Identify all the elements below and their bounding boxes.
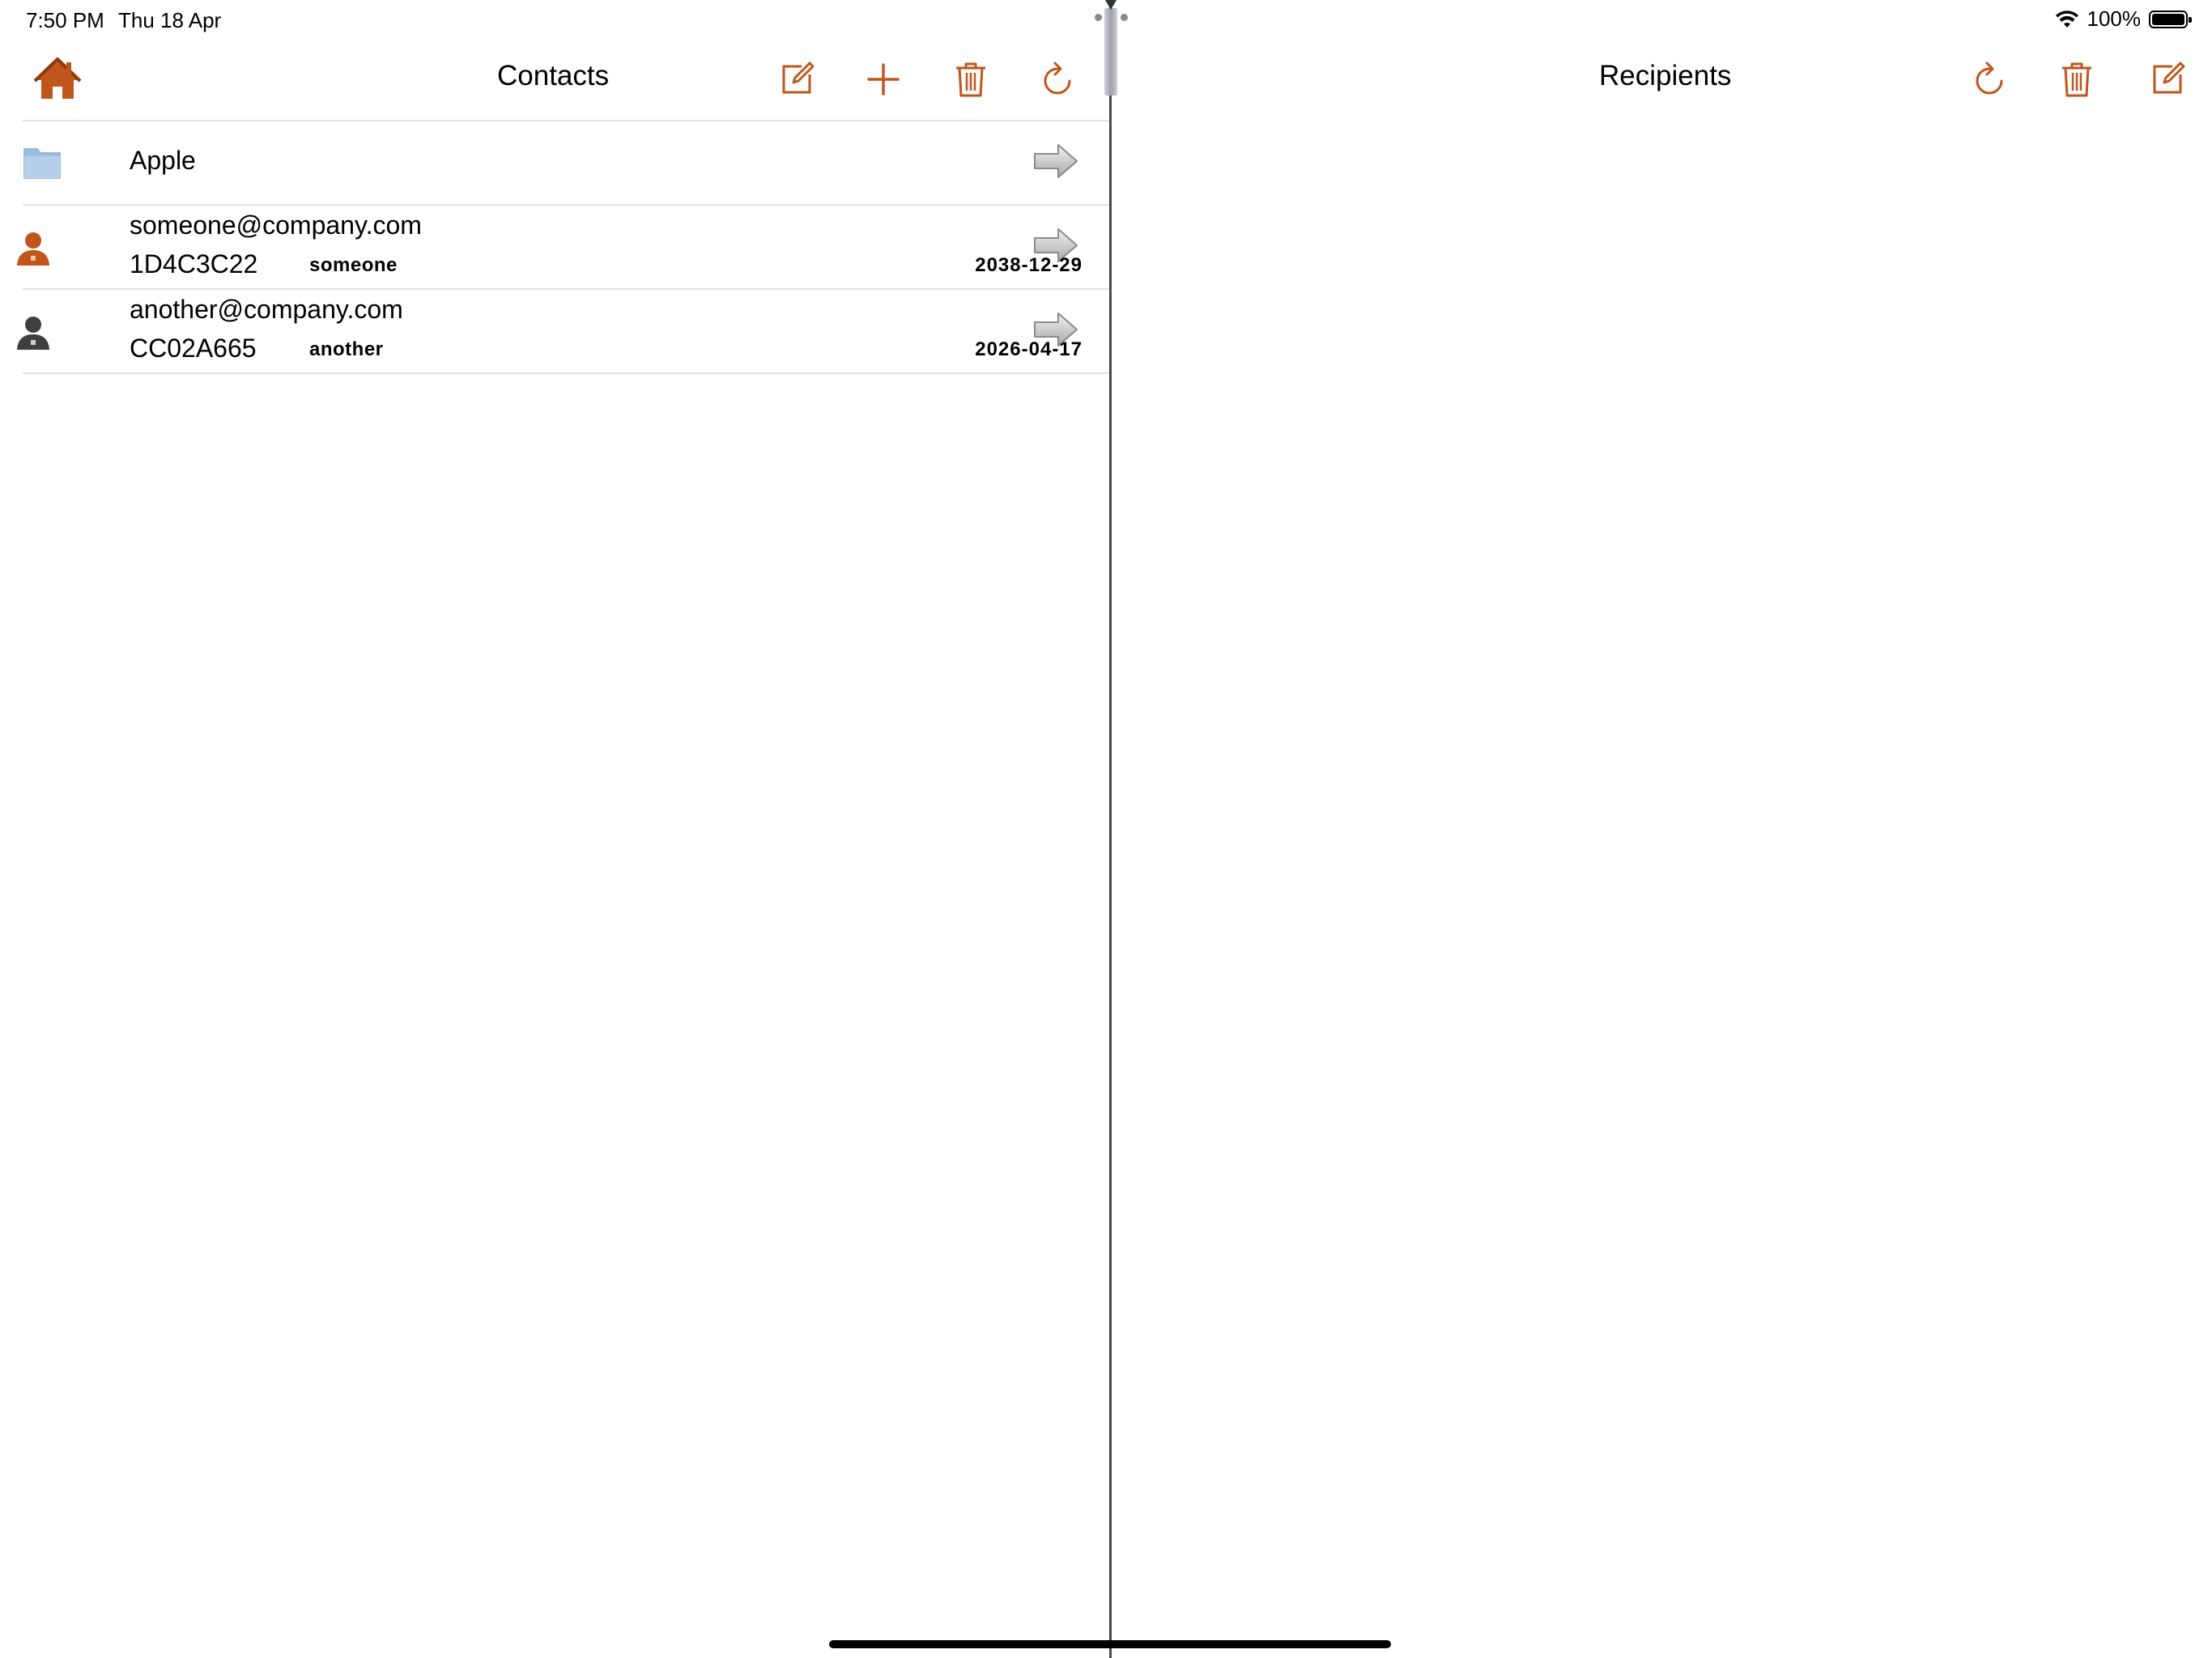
- list-item-folder[interactable]: [23, 120, 1110, 204]
- person-icon: [15, 230, 52, 267]
- contact-key-id: CC02A665: [130, 334, 257, 363]
- contact-email: someone@company.com: [130, 210, 422, 240]
- edit-button[interactable]: [2143, 55, 2192, 104]
- status-date: Thu 18 Apr: [118, 8, 222, 32]
- refresh-button[interactable]: [1034, 55, 1083, 104]
- home-icon: [32, 54, 83, 104]
- recipients-pane: [1112, 0, 2212, 1658]
- refresh-icon: [1039, 60, 1078, 99]
- compose-icon: [777, 60, 816, 99]
- status-time: 7:50 PM: [26, 8, 104, 32]
- home-indicator[interactable]: [829, 1640, 1391, 1648]
- contact-key-id: 1D4C3C22: [130, 249, 258, 278]
- contact-expiry: 2026-04-17: [975, 338, 1083, 360]
- recipients-navbar: [1112, 39, 2212, 120]
- delete-button[interactable]: [946, 55, 995, 104]
- edit-button[interactable]: [772, 55, 821, 104]
- contacts-list: [23, 120, 1110, 374]
- contact-name: someone: [309, 254, 398, 276]
- add-button[interactable]: [859, 55, 908, 104]
- refresh-icon: [1971, 60, 2010, 99]
- list-item-contact[interactable]: [23, 204, 1110, 288]
- contacts-title: Contacts: [497, 60, 610, 91]
- contact-name: another: [309, 338, 384, 360]
- folder-icon: [23, 144, 62, 180]
- contact-expiry: 2038-12-29: [975, 254, 1083, 276]
- recipients-title: Recipients: [1599, 60, 1732, 91]
- trash-icon: [2057, 60, 2096, 99]
- contact-email: another@company.com: [130, 295, 403, 324]
- home-button[interactable]: [32, 54, 83, 104]
- refresh-button[interactable]: [1966, 55, 2014, 104]
- list-item-contact[interactable]: [23, 288, 1110, 374]
- compose-icon: [2148, 60, 2187, 99]
- delete-button[interactable]: [2052, 55, 2101, 104]
- arrow-right-icon[interactable]: [1032, 142, 1079, 180]
- trash-icon: [951, 60, 990, 99]
- battery-percent: 100%: [2087, 6, 2141, 31]
- contacts-navbar: [0, 39, 1110, 120]
- person-icon: [15, 314, 52, 351]
- plus-icon: [864, 60, 903, 99]
- folder-title: Apple: [130, 146, 196, 175]
